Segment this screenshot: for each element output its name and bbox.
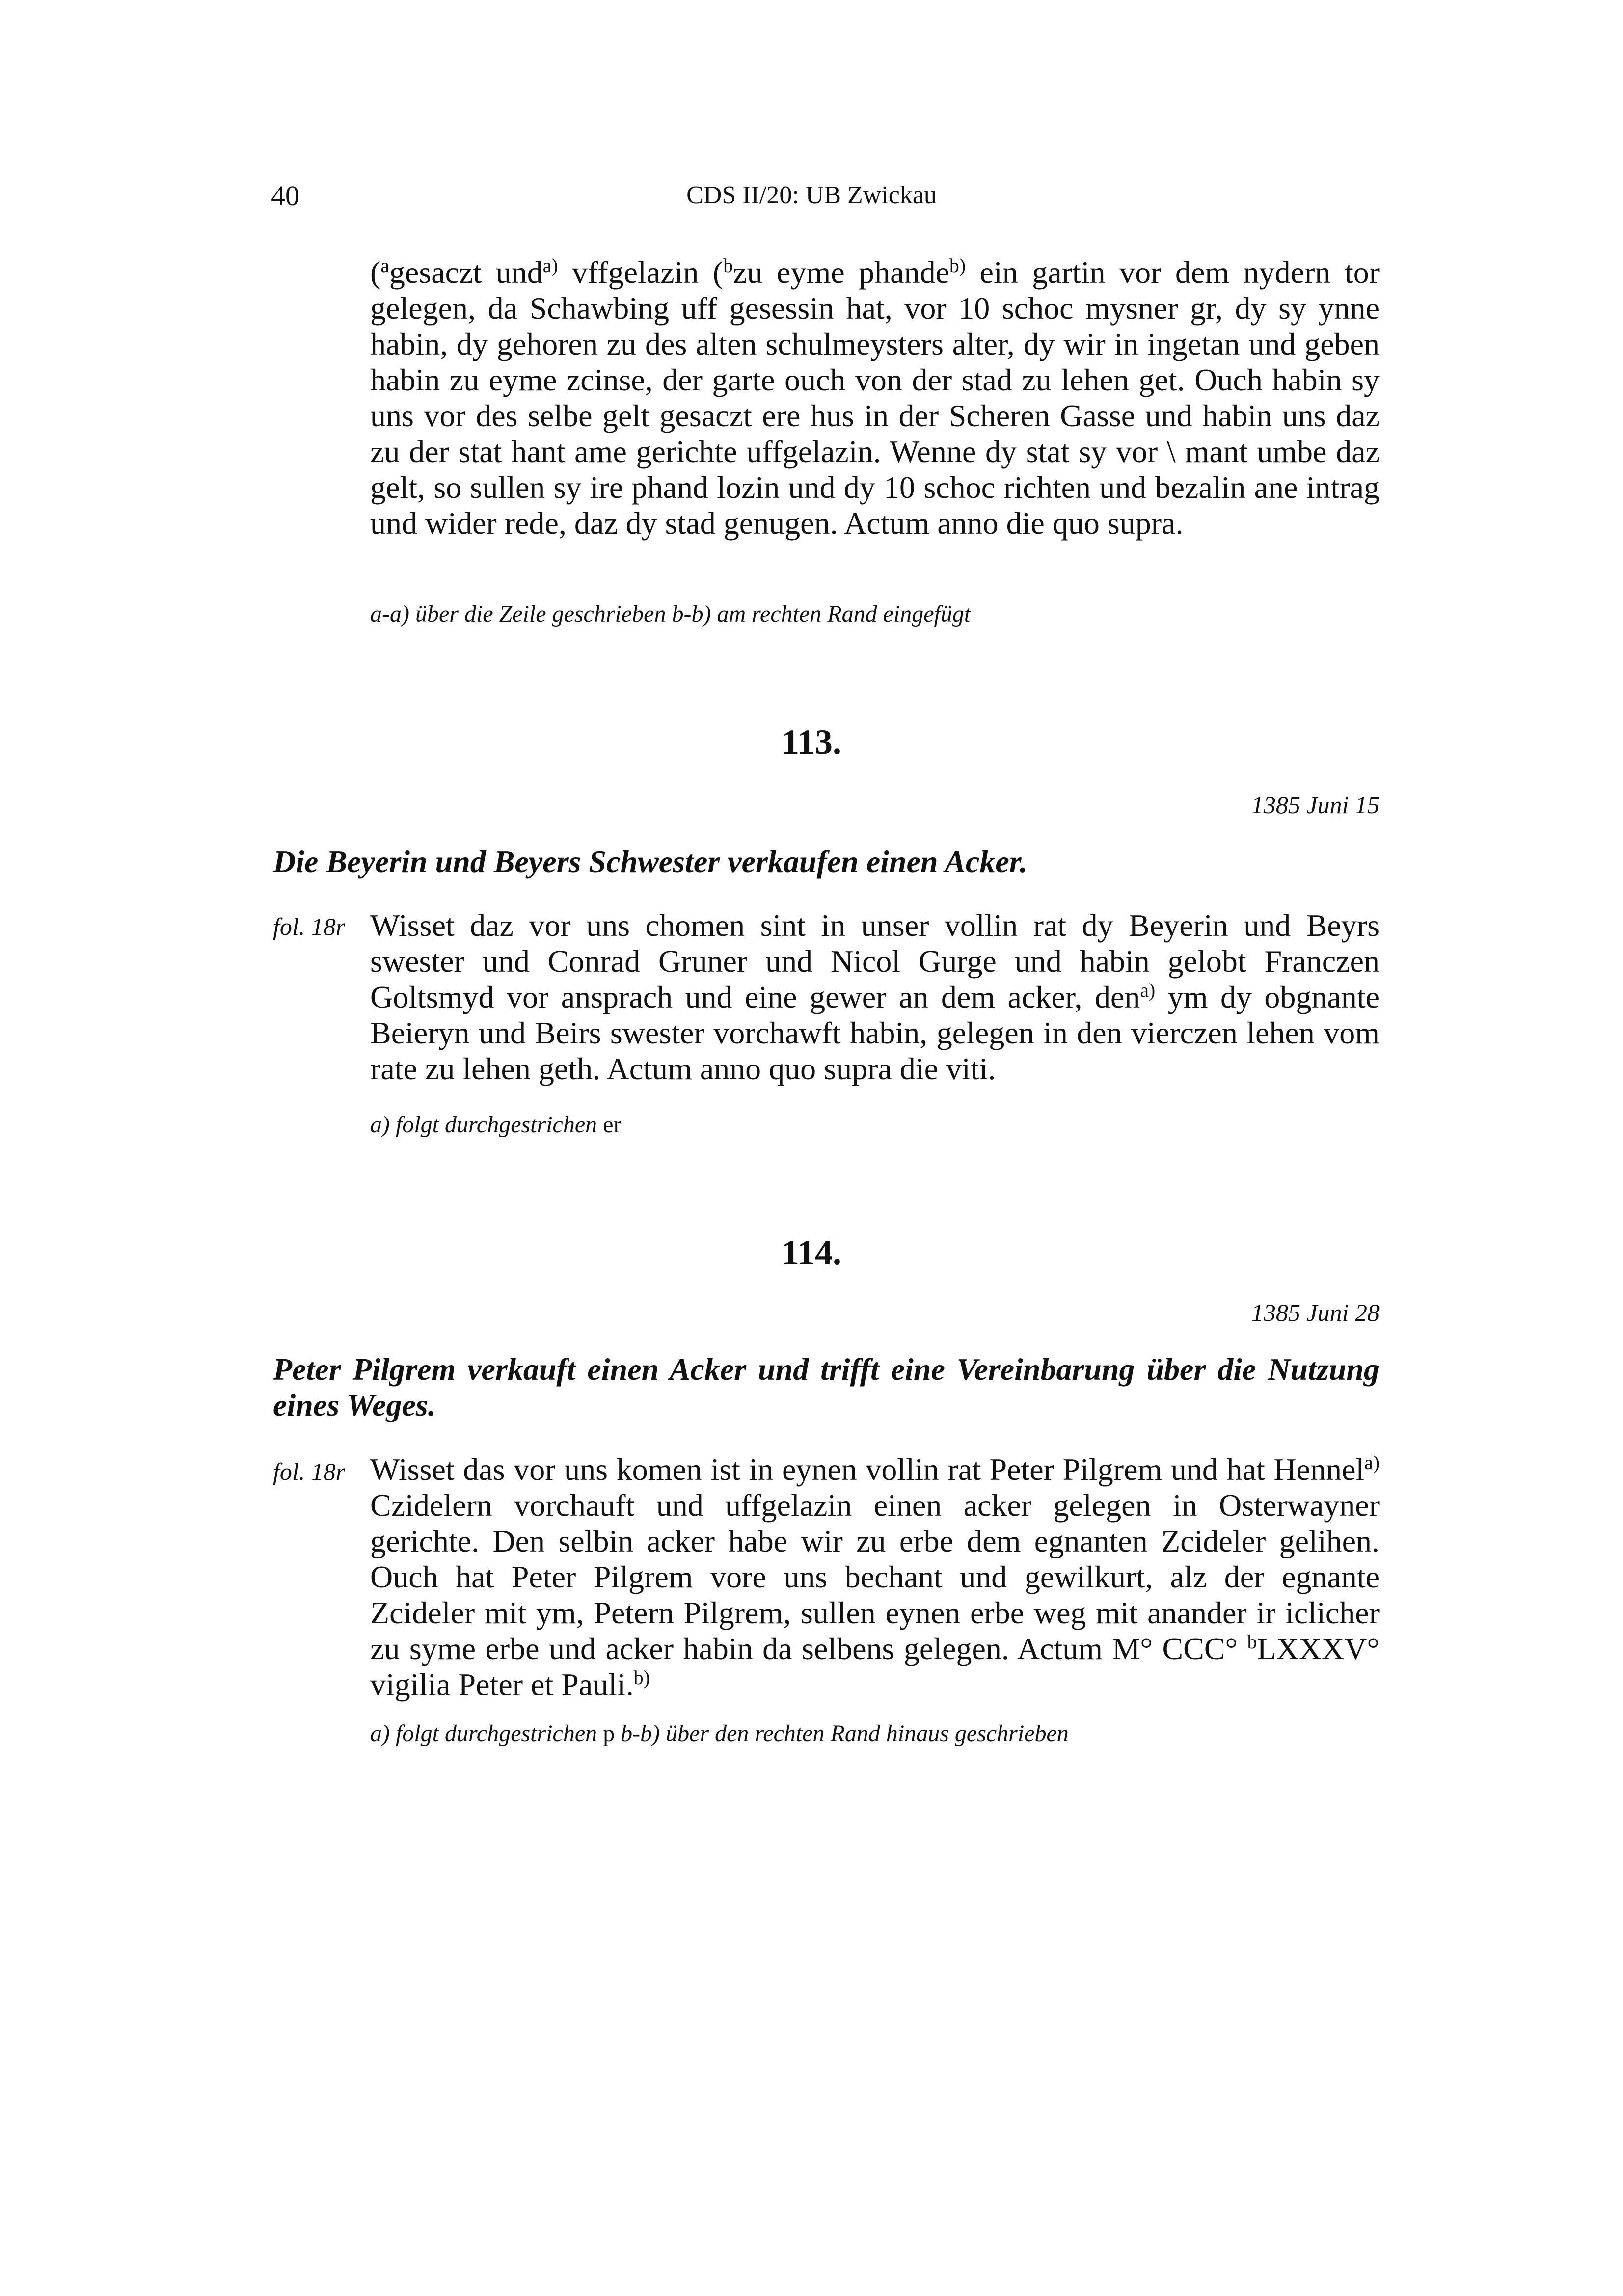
text-fragment: gesaczt und bbox=[389, 255, 543, 290]
document-footnote bbox=[370, 1111, 1380, 1139]
text-fragment: Wisset daz vor uns chomen sint in unser vollin rat dy Beyerin und Beyrs swester und Conrad Gruner und Nicol Gurge und habin gelobt Franczen Goltsmyd vor ansprach und eine gewer an dem acker, den bbox=[370, 908, 1380, 1014]
document-number: 113. bbox=[781, 722, 842, 762]
note-text-roman: p bbox=[603, 1721, 615, 1747]
page-number: 40 bbox=[271, 180, 299, 212]
continuation-footnote: a-a) über die Zeile geschrieben b-b) am rechten Rand eingefügt bbox=[370, 601, 971, 627]
folio-reference: fol. 18r bbox=[273, 1458, 346, 1485]
text-fragment: Czidelern vorchauft und uffgelazin einen acker gelegen in Osterwayner gerichte. Den selbin acker habe wir zu erbe dem egnanten Zcideler gelihen. Ouch hat Peter Pilgrem vore uns bechant und gewilkurt, alz der egnante Zcideler mit ym, Petern Pilgrem, sullen eynen erbe weg mit anander ir iclicher zu syme erbe und acker habin da selbens gelegen. Actum M° CCC° bbox=[370, 1488, 1380, 1666]
text-fragment: Wisset das vor uns komen ist in eynen vollin rat Peter Pilgrem und hat Hennel bbox=[370, 1452, 1365, 1487]
note-text-roman: er bbox=[603, 1112, 622, 1138]
document-title: Peter Pilgrem verkauft einen Acker und trifft eine Vereinbarung über die Nutzung eines Weges. bbox=[273, 1352, 1380, 1422]
text-fragment: ein gartin vor dem nydern tor gelegen, da Schawbing uff gesessin hat, vor 10 schoc mysner gr, dy sy ynne habin, dy gehoren zu des alten schulmeysters alter, dy wir in ingetan und geben habin zu eyme zcinse, der garte ouch von der stad zu lehen get. Ouch habin sy uns vor des selbe gelt gesaczt ere hus in der Scheren Gasse und habin uns daz zu der stat hant ame gerichte uffgelazin. Wenne dy stat sy vor \ mant umbe daz gelt, so sullen sy ire phand lozin und dy 10 schoc richten und bezalin ane intrag und wider rede, daz dy stad genugen. Actum anno die quo supra. bbox=[370, 255, 1380, 541]
text-fragment: zu eyme phande bbox=[733, 255, 949, 290]
text-fragment: ym dy obgnante Beieryn und Beirs swester vorchawft habin, gelegen in den vierczen lehen vom rate zu lehen geth. Actum anno quo supra die viti. bbox=[370, 980, 1380, 1086]
document-title: Die Beyerin und Beyers Schwester verkaufen einen Acker. bbox=[273, 844, 1028, 879]
footnote-marker: a) bbox=[1364, 1452, 1380, 1474]
document-date: 1385 Juni 15 bbox=[1251, 791, 1380, 819]
continuation-paragraph bbox=[370, 254, 1380, 541]
document-text bbox=[370, 1451, 1380, 1702]
folio-reference: fol. 18r bbox=[273, 913, 346, 940]
text-fragment: ( bbox=[370, 255, 381, 290]
text-fragment: vffgelazin ( bbox=[558, 255, 724, 290]
document-number: 114. bbox=[781, 1233, 842, 1272]
note-text: a) folgt durchgestrichen bbox=[370, 1721, 597, 1747]
note-text: b-b) über den rechten Rand hinaus geschrieben bbox=[621, 1721, 1069, 1747]
footnote-marker: a) bbox=[542, 255, 558, 277]
text-fragment: LXXXV° vigilia Peter et Pauli. bbox=[370, 1631, 1380, 1702]
footnote-marker: a) bbox=[1140, 980, 1156, 1002]
document-text bbox=[370, 907, 1380, 1087]
footnote-marker: b bbox=[723, 255, 733, 277]
footnote-marker: a bbox=[380, 255, 389, 277]
running-title: CDS II/20: UB Zwickau bbox=[686, 181, 937, 209]
document-footnote bbox=[370, 1720, 1380, 1748]
note-text: a) folgt durchgestrichen bbox=[370, 1112, 597, 1138]
footnote-marker: b) bbox=[633, 1667, 650, 1689]
document-date: 1385 Juni 28 bbox=[1251, 1299, 1380, 1326]
footnote-marker: b) bbox=[949, 255, 966, 277]
footnote-marker: b bbox=[1247, 1631, 1257, 1653]
